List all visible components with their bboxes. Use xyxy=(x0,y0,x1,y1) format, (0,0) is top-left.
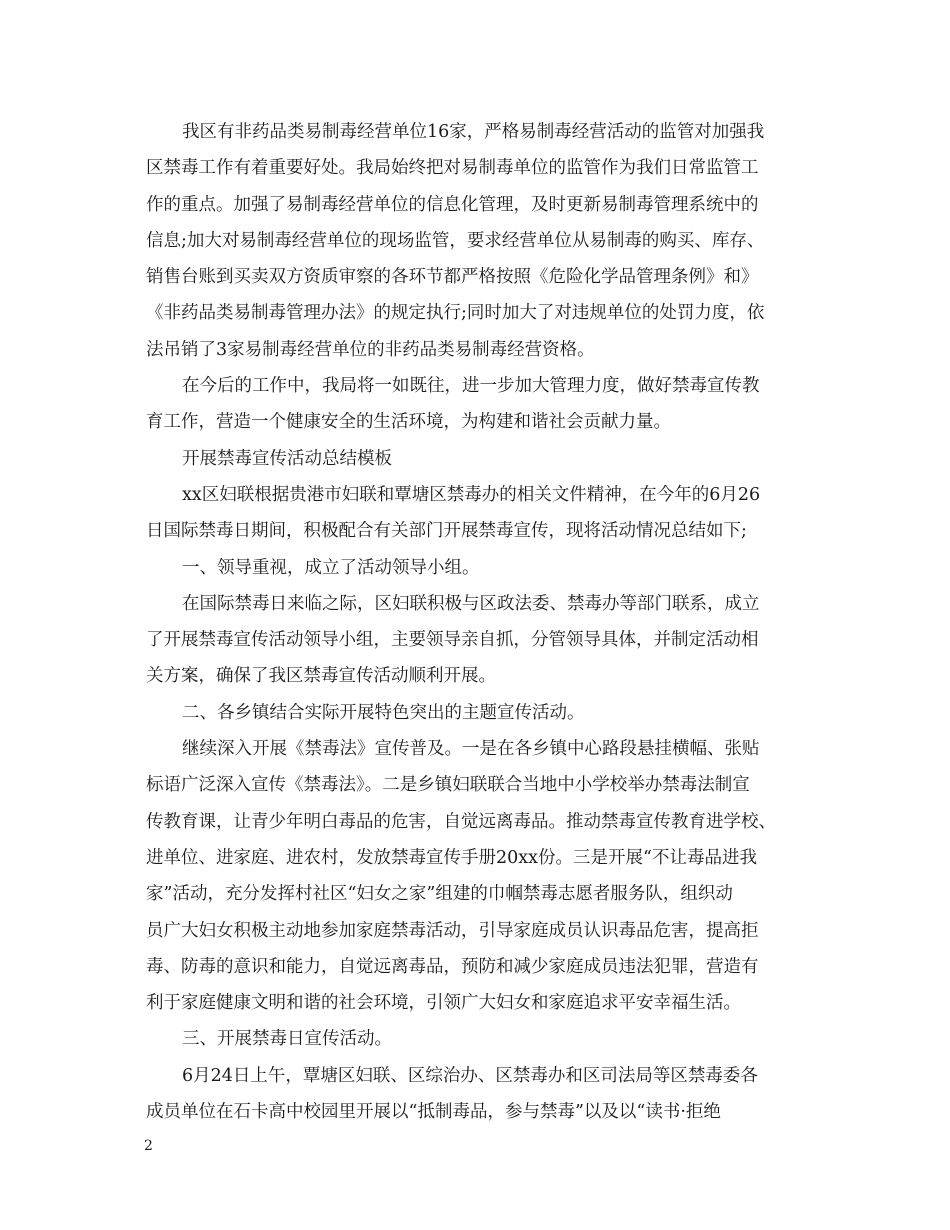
heading-leadership-attention: 一、领导重视，成立了活动领导小组。 xyxy=(182,557,480,578)
page-number: 2 xyxy=(144,1138,153,1154)
paragraph-future-work: 在今后的工作中，我局将一如既往，进一步加大管理力度，做好禁毒宣传教 育工作，营造一个健康安全的生活环境，为构建和谐社会贡献力量。 xyxy=(146,376,760,433)
paragraph-precursor-chemical-supervision: 我区有非药品类易制毒经营单位16家，严格易制毒经营活动的监管对加强我 区禁毒工作有着重要好处。我局始终把对易制毒单位的监管作为我们日常监管工 作的重点。加强了易制毒经营单位的信息化管理，及时更新易制毒管理系统中的 信息;加大对易制毒经营单位的现场监管，要求经营单位从易制毒的购买、库存、 销售台账到买卖双方资质审察的各环节都严格按照《危险化学品管理条例》和》 《非药品类易制毒管理办法》的规定执行;同时加大了对违规单位的处罚力度，依 法吊销了3家易制毒经营单位的非药品类易制毒经营资格。 xyxy=(146,122,765,360)
heading-anti-drug-day-activities: 三、开展禁毒日宣传活动。 xyxy=(182,1029,392,1050)
section-title-summary-template: 开展禁毒宣传活动总结模板 xyxy=(182,448,392,469)
document-body xyxy=(146,114,808,1130)
heading-township-activities: 二、各乡镇结合实际开展特色突出的主题宣传活动。 xyxy=(182,702,585,723)
paragraph-june-24-event: 6月24日上午，覃塘区妇联、区综治办、区禁毒办和区司法局等区禁毒委各 成员单位在石卡高中校园里开展以“抵制毒品，参与禁毒”以及以“读书·拒绝 xyxy=(146,1065,758,1123)
paragraph-anti-drug-law-promotion: 继续深入开展《禁毒法》宣传普及。一是在各乡镇中心路段悬挂横幅、张贴 标语广泛深入宣传《禁毒法》。二是乡镇妇联联合当地中小学校举办禁毒法制宣 传教育课，让青少年明白毒品的危害，自觉远离毒品。推动禁毒宣传教育进学校、 进单位、进家庭、进农村，发放禁毒宣传手册20xx份。三是开展“不让毒品进我 家”活动，充分发挥村社区“妇女之家”组建的巾帼禁毒志愿者服务队，组织动 员广大妇女积极主动地参加家庭禁毒活动，引导家庭成员认识毒品危害，提高拒 毒、防毒的意识和能力，自觉远离毒品，预防和减少家庭成员违法犯罪，营造有 利于家庭健康文明和谐的社会环境，引领广大妇女和家庭追求平安幸福生活。 xyxy=(146,739,776,1014)
paragraph-leadership-group: 在国际禁毒日来临之际，区妇联积极与区政法委、禁毒办等部门联系，成立 了开展禁毒宣传活动领导小组，主要领导亲自抓，分管领导具体，并制定活动相 关方案，确保了我区禁毒宣传活动顺利开展。 xyxy=(146,593,760,687)
paragraph-introduction: xx区妇联根据贵港市妇联和覃塘区禁毒办的相关文件精神，在今年的6月26 日国际禁毒日期间，积极配合有关部门开展禁毒宣传，现将活动情况总结如下; xyxy=(146,484,761,542)
